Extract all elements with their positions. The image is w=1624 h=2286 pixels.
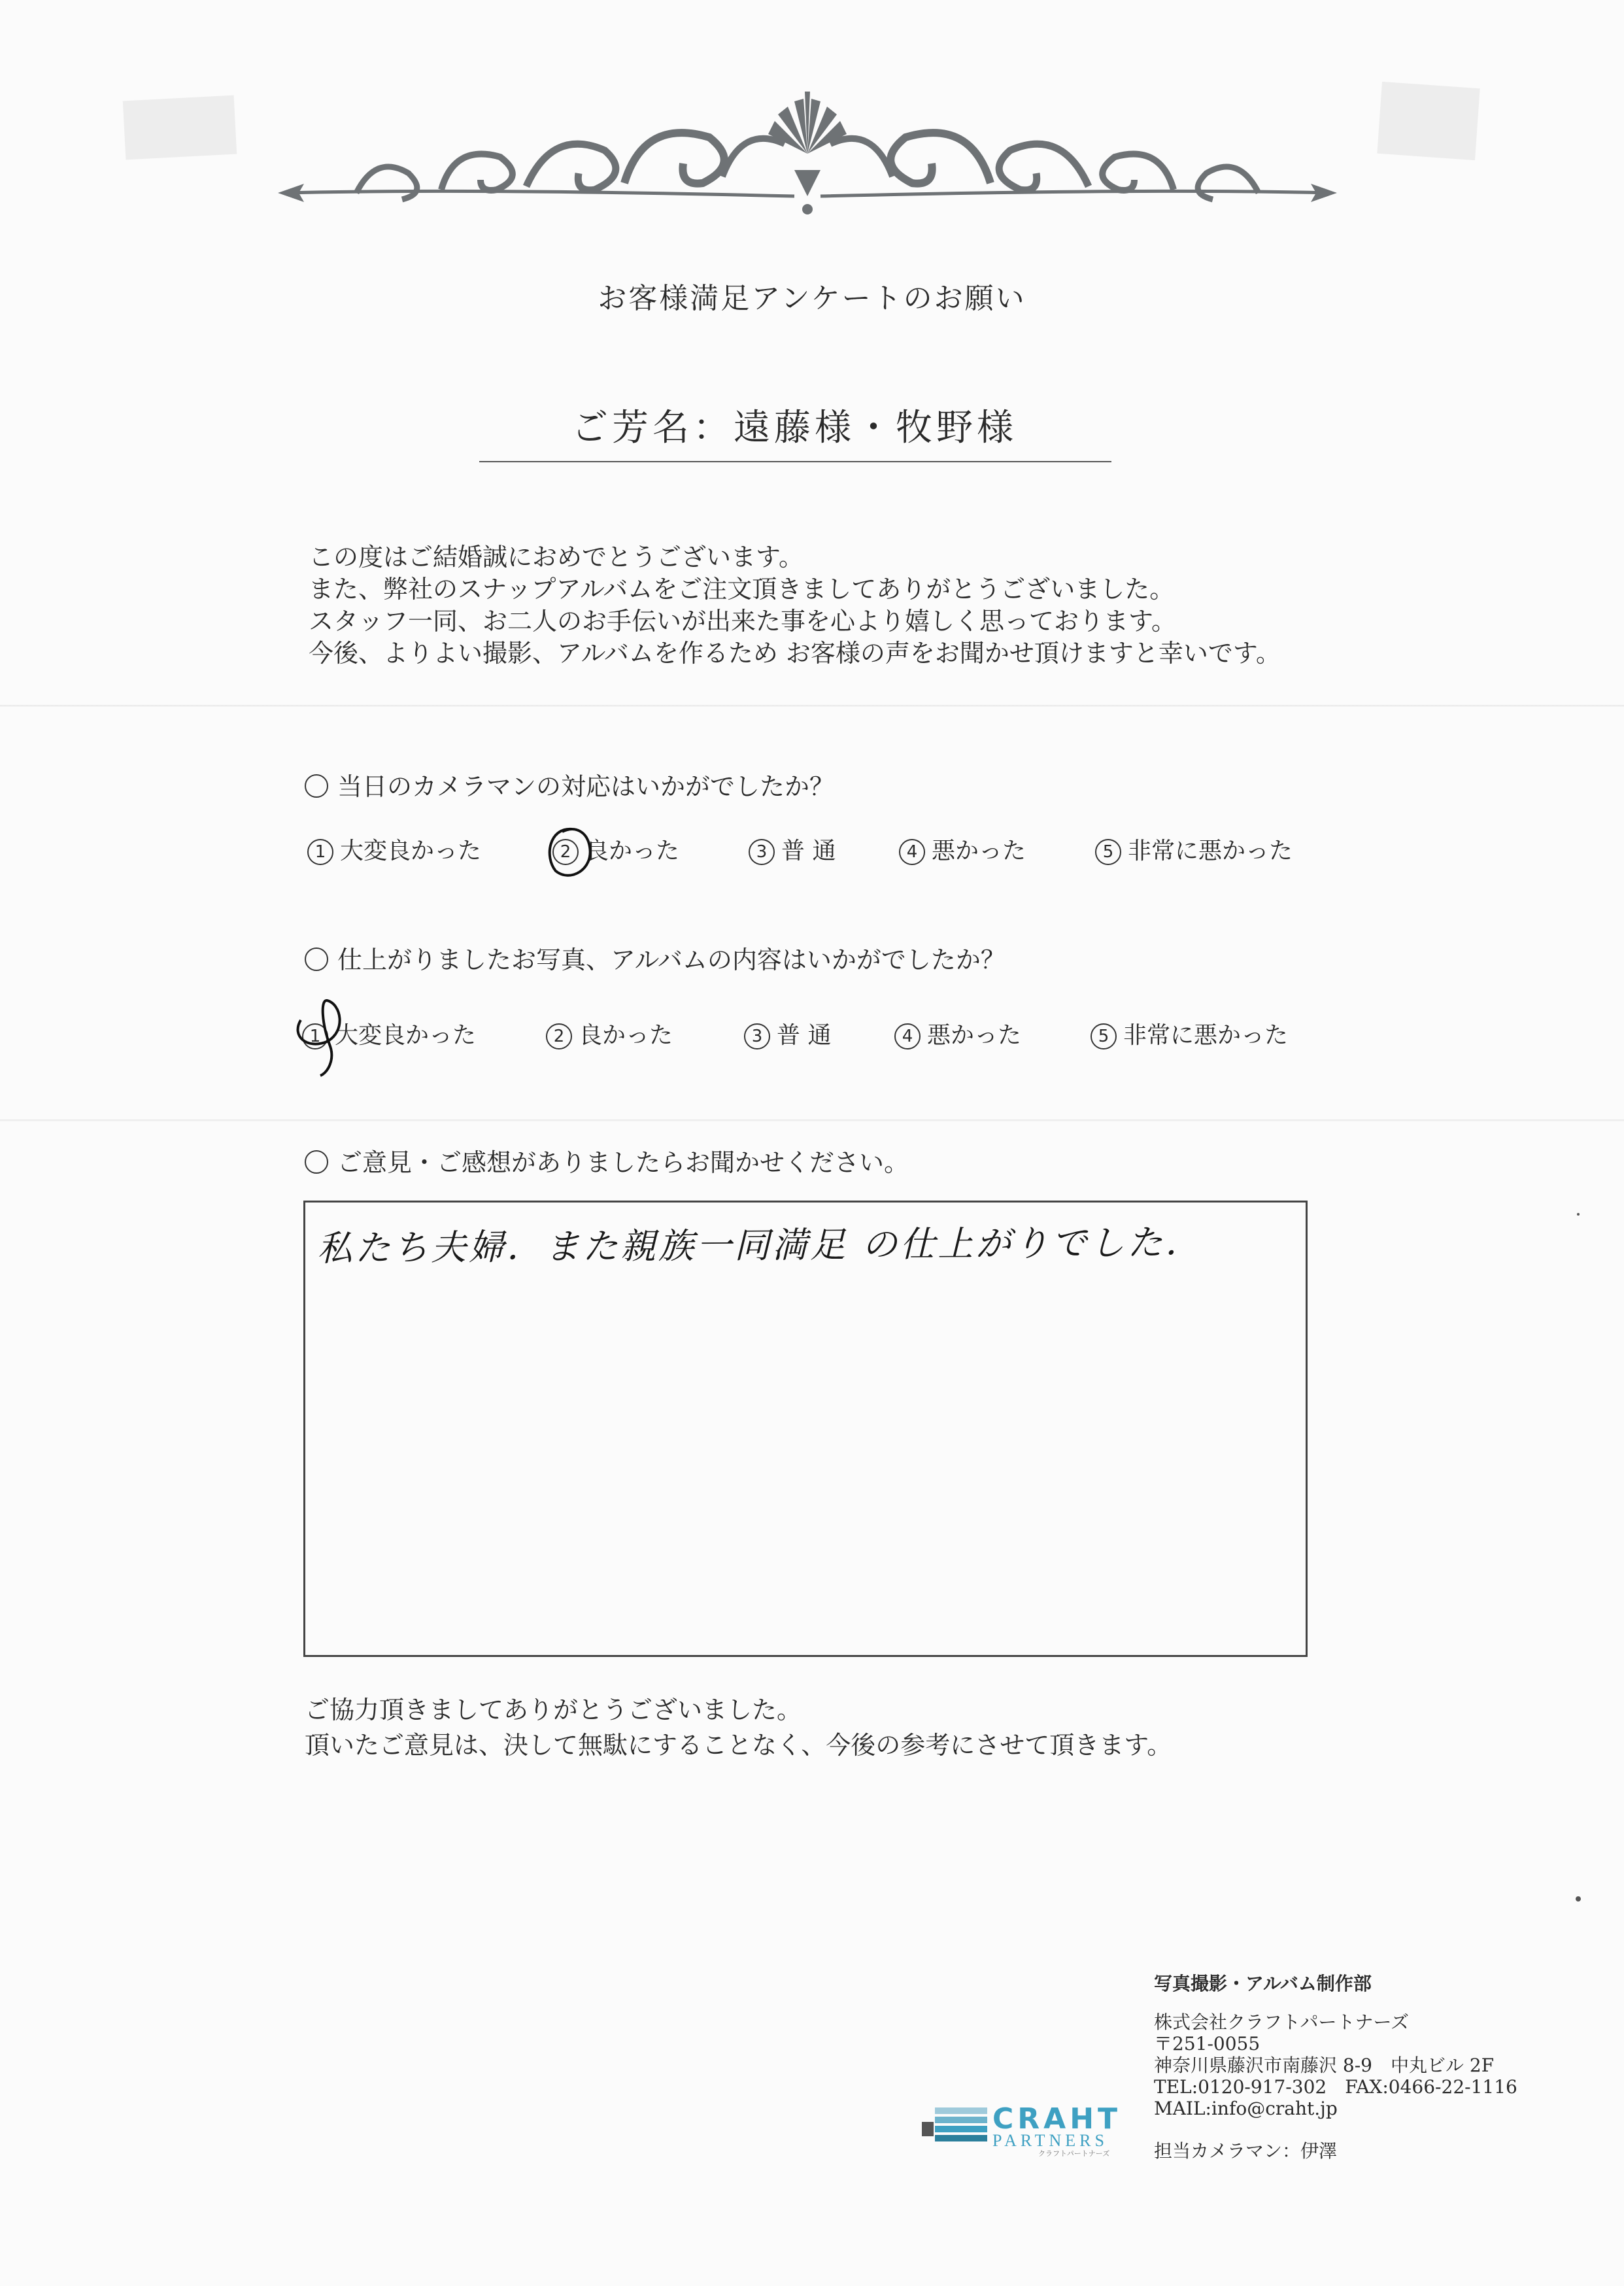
option-number: 3	[749, 839, 775, 865]
intro-line: スタッフ一同、お二人のお手伝いが出来た事を心より嬉しく思っております。	[309, 607, 1176, 636]
option-number: 4	[899, 839, 925, 865]
option-label: 非常に悪かった	[1128, 838, 1293, 864]
option-label: 普 通	[781, 838, 836, 864]
paper-speck	[1576, 1896, 1581, 1902]
option-number: 3	[744, 1023, 770, 1049]
option-label: 非常に悪かった	[1123, 1022, 1289, 1049]
postal-code: 〒251-0055	[1154, 2033, 1260, 2055]
bullet-circle-icon	[305, 1150, 328, 1174]
address: 神奈川県藤沢市南藤沢 8-9 中丸ビル 2F	[1154, 2055, 1495, 2076]
logo-mark-icon	[922, 2107, 987, 2147]
recipient-name: ご芳名：遠藤様・牧野様	[571, 407, 1017, 449]
question-text: 当日のカメラマンの対応はいかがでしたか？	[337, 772, 835, 801]
question-2	[305, 940, 1006, 976]
q2-option-4[interactable]	[894, 1017, 1021, 1050]
closing-line: ご協力頂きましてありがとうございました。	[305, 1696, 802, 1724]
option-number: 5	[1095, 839, 1121, 865]
option-number: 5	[1091, 1023, 1117, 1049]
survey-title: お客様満足アンケートのお願い	[598, 282, 1026, 315]
intro-line: この度はご結婚誠におめでとうございます。	[309, 543, 804, 572]
bullet-circle-icon	[305, 947, 328, 971]
option-label: 大変良かった	[335, 1022, 477, 1049]
department-name: 写真撮影・アルバム制作部	[1154, 1973, 1372, 1994]
paper-fold	[0, 1119, 1624, 1121]
q2-selection-circle	[281, 984, 366, 1082]
company-name: 株式会社クラフトパートナーズ	[1154, 2011, 1410, 2033]
question-text: 仕上がりましたお写真、アルバムの内容はいかがでしたか？	[337, 946, 1006, 974]
logo-wordmark: CRAHT	[992, 2102, 1122, 2136]
q2-option-5[interactable]	[1091, 1017, 1288, 1050]
logo-tagline: クラフトパートナーズ	[1038, 2149, 1110, 2158]
company-info	[1154, 2011, 1517, 2119]
q1-selection-circle	[536, 817, 608, 889]
tape-left	[123, 95, 237, 160]
handwritten-comment: 私たち夫婦．また親族一同満足 の仕上がりでした．	[316, 1221, 1204, 1269]
q2-option-3[interactable]	[744, 1017, 831, 1050]
bullet-circle-icon	[305, 774, 328, 798]
intro-line: 今後、よりよい撮影、アルバムを作るため お客様の声をお聞かせ頂けますと幸いです。	[309, 639, 1281, 668]
q1-option-3[interactable]	[749, 832, 836, 866]
q1-option-5[interactable]	[1095, 832, 1293, 866]
logo-subtitle: PARTNERS	[992, 2131, 1108, 2150]
option-number: 1	[307, 839, 333, 865]
option-label: 大変良かった	[340, 838, 482, 864]
ornament-header	[278, 72, 1337, 222]
option-label: 普 通	[777, 1022, 832, 1049]
option-label: 悪かった	[932, 838, 1026, 864]
option-label: 悪かった	[927, 1022, 1022, 1049]
question-3	[305, 1142, 909, 1178]
option-number: 4	[894, 1023, 921, 1049]
q2-option-2[interactable]	[546, 1017, 673, 1050]
intro-line: また、弊社のスナップアルバムをご注文頂きましてありがとうございました。	[309, 575, 1175, 604]
option-number: 1	[302, 1023, 328, 1049]
photographer-name: 担当カメラマン：伊澤	[1154, 2140, 1338, 2162]
option-label: 良かった	[579, 1022, 673, 1049]
tape-right	[1377, 82, 1480, 160]
q1-option-4[interactable]	[899, 832, 1026, 866]
phone-fax: TEL:0120-917-302 FAX:0466-22-1116	[1154, 2076, 1517, 2098]
paper-speck	[1577, 1213, 1580, 1216]
closing-line: 頂いたご意見は、決して無駄にすることなく、今後の参考にさせて頂きます。	[305, 1731, 1172, 1760]
paper-fold	[0, 705, 1624, 707]
question-text: ご意見・ご感想がありましたらお聞かせください。	[337, 1148, 909, 1177]
question-1	[305, 766, 834, 802]
craht-logo	[922, 2102, 1131, 2158]
option-number: 2	[552, 839, 579, 865]
email: MAIL:info@craht.jp	[1154, 2098, 1338, 2119]
option-label: 良かった	[585, 838, 680, 864]
closing-message	[305, 1692, 1172, 1763]
option-number: 2	[546, 1023, 572, 1049]
intro-paragraph	[309, 541, 1355, 670]
q1-option-1[interactable]	[307, 832, 481, 866]
divider	[479, 461, 1111, 462]
